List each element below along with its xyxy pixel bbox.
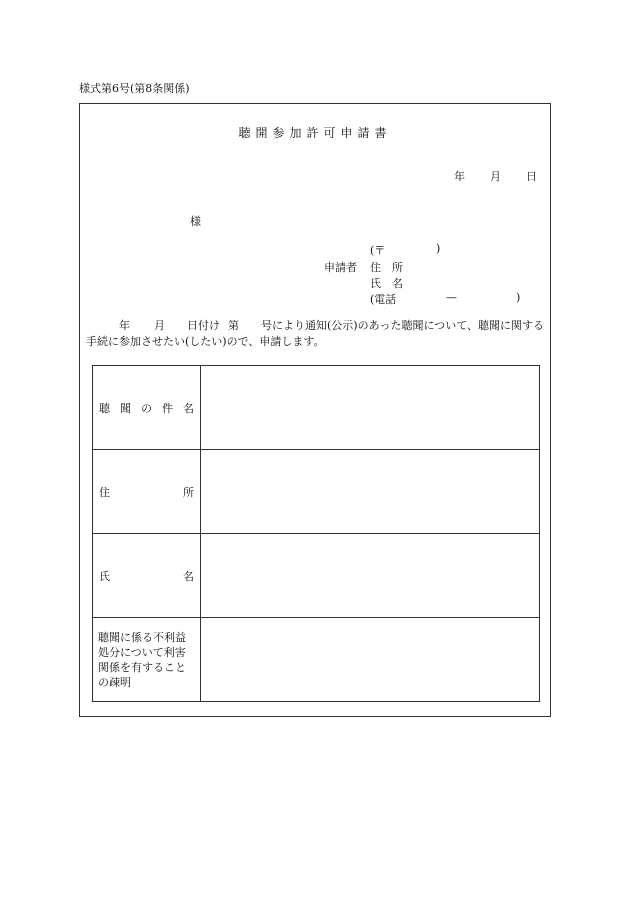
form-title: 聴開参加許可申請書 (238, 126, 392, 140)
phone-open: (電話 (370, 293, 397, 306)
interest-label-line: の疎明 (98, 675, 131, 689)
table-row (93, 618, 540, 702)
applicant-address-label: 住 所 (370, 261, 403, 274)
hearing-title-label: 聴聞の件名 (99, 401, 194, 415)
date-day-label: 日 (526, 170, 537, 183)
interest-explanation-value-cell[interactable] (201, 618, 540, 702)
table-label-cell (93, 450, 201, 534)
postal-code-open: (〒 (370, 244, 386, 257)
application-details-table (92, 365, 540, 702)
table-label-cell (93, 366, 201, 450)
application-statement (86, 318, 548, 350)
interest-label-line: 聴聞に係る不利益 (98, 630, 186, 644)
statement-number-prefix: 第 (228, 319, 239, 332)
date-month-label: 月 (490, 170, 501, 183)
name-label: 氏名 (99, 569, 194, 583)
interest-label-line: 処分について利害 (98, 645, 186, 659)
statement-day-dated: 日付け (187, 319, 220, 332)
phone-dash: — (446, 291, 457, 304)
interest-label-line: 関係を有すること (98, 660, 186, 674)
name-value-cell[interactable] (201, 534, 540, 618)
address-label: 住所 (99, 485, 194, 499)
table-row (93, 450, 540, 534)
application-form-frame (79, 103, 551, 717)
postal-code-close: ) (436, 242, 441, 255)
applicant-name-label: 氏 名 (370, 277, 403, 290)
phone-close: ) (516, 291, 521, 304)
interest-explanation-label (93, 630, 200, 690)
form-number-label: 様式第6号(第8条関係) (79, 82, 190, 95)
statement-rest: 号により通知(公示)のあった聴聞について、聴聞に関する手続に参加させたい(したい)ので、申請します。 (86, 319, 545, 348)
table-label-cell (93, 618, 201, 702)
table-row (93, 534, 540, 618)
table-row (93, 366, 540, 450)
hearing-title-value-cell[interactable] (201, 366, 540, 450)
statement-year: 年 (119, 319, 130, 332)
statement-month: 月 (154, 319, 165, 332)
date-year-label: 年 (454, 170, 465, 183)
table-label-cell (93, 534, 201, 618)
applicant-role-label: 申請者 (324, 261, 357, 274)
addressee-suffix: 様 (190, 215, 201, 228)
address-value-cell[interactable] (201, 450, 540, 534)
